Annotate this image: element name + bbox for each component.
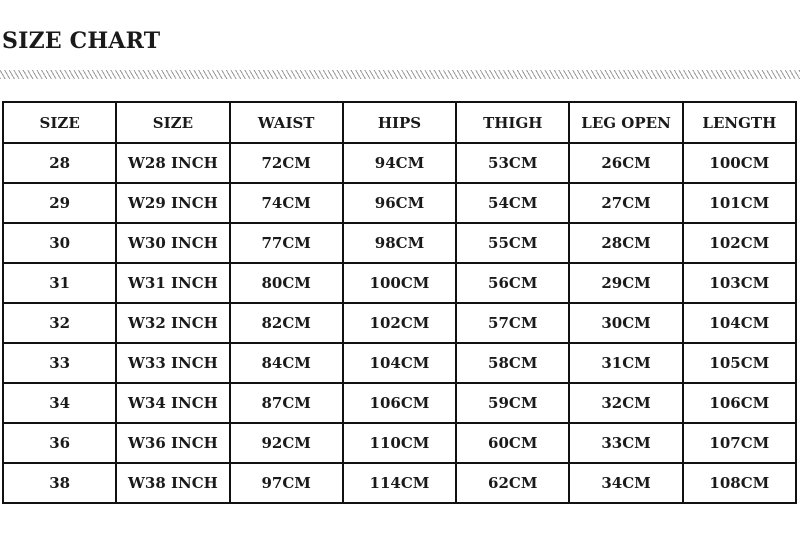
cell-length: 101CM	[683, 183, 796, 223]
cell-length: 104CM	[683, 303, 796, 343]
header-hips: HIPS	[343, 102, 456, 143]
header-waist: WAIST	[230, 102, 343, 143]
cell-length: 103CM	[683, 263, 796, 303]
cell-hips: 110CM	[343, 423, 456, 463]
cell-size-inch: W29 INCH	[116, 183, 229, 223]
header-size-inch: SIZE	[116, 102, 229, 143]
cell-hips: 94CM	[343, 143, 456, 183]
cell-leg-open: 26CM	[569, 143, 682, 183]
table-row	[3, 303, 796, 343]
cell-hips: 100CM	[343, 263, 456, 303]
cell-size: 31	[3, 263, 116, 303]
cell-waist: 97CM	[230, 463, 343, 503]
cell-hips: 98CM	[343, 223, 456, 263]
cell-size: 28	[3, 143, 116, 183]
cell-length: 106CM	[683, 383, 796, 423]
cell-hips: 106CM	[343, 383, 456, 423]
cell-size: 36	[3, 423, 116, 463]
cell-thigh: 60CM	[456, 423, 569, 463]
cell-length: 108CM	[683, 463, 796, 503]
cell-thigh: 56CM	[456, 263, 569, 303]
table-row	[3, 383, 796, 423]
cell-size: 29	[3, 183, 116, 223]
hatched-divider	[0, 70, 800, 79]
cell-leg-open: 31CM	[569, 343, 682, 383]
cell-waist: 92CM	[230, 423, 343, 463]
table-row	[3, 463, 796, 503]
cell-waist: 77CM	[230, 223, 343, 263]
cell-size-inch: W38 INCH	[116, 463, 229, 503]
table-header-row	[3, 102, 796, 143]
cell-size-inch: W33 INCH	[116, 343, 229, 383]
cell-waist: 80CM	[230, 263, 343, 303]
cell-hips: 114CM	[343, 463, 456, 503]
cell-leg-open: 27CM	[569, 183, 682, 223]
cell-leg-open: 28CM	[569, 223, 682, 263]
cell-size-inch: W28 INCH	[116, 143, 229, 183]
table-row	[3, 343, 796, 383]
cell-length: 107CM	[683, 423, 796, 463]
page-title: SIZE CHART	[2, 28, 161, 54]
cell-thigh: 55CM	[456, 223, 569, 263]
cell-leg-open: 34CM	[569, 463, 682, 503]
cell-hips: 96CM	[343, 183, 456, 223]
cell-thigh: 57CM	[456, 303, 569, 343]
cell-length: 102CM	[683, 223, 796, 263]
cell-length: 100CM	[683, 143, 796, 183]
cell-waist: 87CM	[230, 383, 343, 423]
cell-size-inch: W31 INCH	[116, 263, 229, 303]
cell-leg-open: 30CM	[569, 303, 682, 343]
table-row	[3, 183, 796, 223]
cell-waist: 84CM	[230, 343, 343, 383]
cell-waist: 82CM	[230, 303, 343, 343]
cell-leg-open: 33CM	[569, 423, 682, 463]
cell-size: 30	[3, 223, 116, 263]
cell-waist: 74CM	[230, 183, 343, 223]
cell-size: 34	[3, 383, 116, 423]
cell-hips: 102CM	[343, 303, 456, 343]
header-length: LENGTH	[683, 102, 796, 143]
table-row	[3, 263, 796, 303]
table-row	[3, 423, 796, 463]
size-chart-table-container	[2, 101, 797, 504]
cell-waist: 72CM	[230, 143, 343, 183]
cell-size-inch: W30 INCH	[116, 223, 229, 263]
cell-size-inch: W36 INCH	[116, 423, 229, 463]
cell-leg-open: 32CM	[569, 383, 682, 423]
cell-thigh: 59CM	[456, 383, 569, 423]
cell-hips: 104CM	[343, 343, 456, 383]
table-row	[3, 143, 796, 183]
header-leg-open: LEG OPEN	[569, 102, 682, 143]
cell-size-inch: W34 INCH	[116, 383, 229, 423]
cell-thigh: 54CM	[456, 183, 569, 223]
size-chart-table	[2, 101, 797, 504]
cell-size-inch: W32 INCH	[116, 303, 229, 343]
header-thigh: THIGH	[456, 102, 569, 143]
cell-size: 38	[3, 463, 116, 503]
cell-size: 32	[3, 303, 116, 343]
header-size-number: SIZE	[3, 102, 116, 143]
cell-thigh: 53CM	[456, 143, 569, 183]
cell-size: 33	[3, 343, 116, 383]
table-row	[3, 223, 796, 263]
cell-thigh: 58CM	[456, 343, 569, 383]
cell-length: 105CM	[683, 343, 796, 383]
cell-leg-open: 29CM	[569, 263, 682, 303]
cell-thigh: 62CM	[456, 463, 569, 503]
